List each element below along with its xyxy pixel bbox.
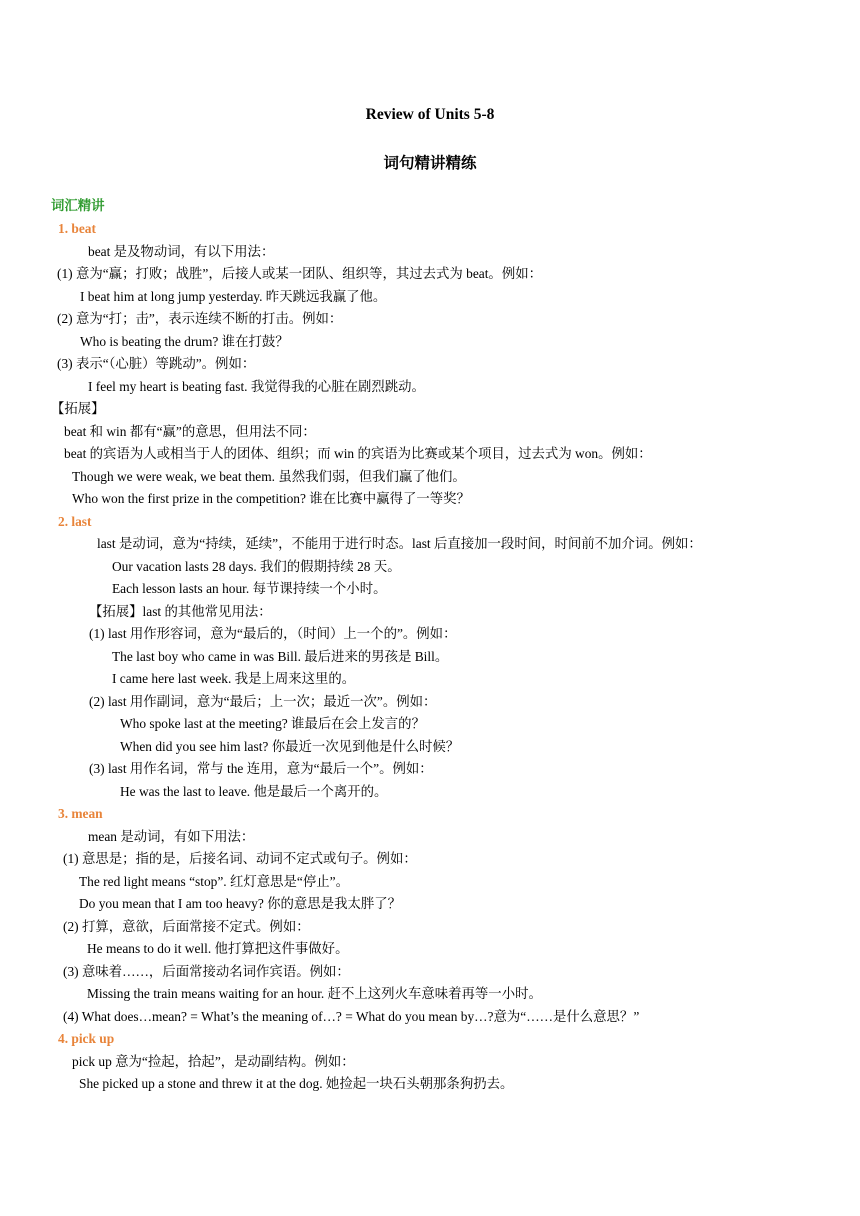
- entry-heading-beat: 1. beat: [58, 221, 96, 236]
- entry-heading-last: 2. last: [58, 514, 92, 529]
- text-line: (2) 意为“打；击”，表示连续不断的打击。例如：: [57, 311, 343, 326]
- text-line: last 是动词，意为“持续，延续”，不能用于进行时态。last 后直接加一段时间，时间前不加介词。例如：: [97, 536, 702, 551]
- example-line: The last boy who came in was Bill. 最后进来的男孩是 Bill。: [112, 649, 449, 664]
- example-line: He was the last to leave. 他是最后一个离开的。: [120, 784, 388, 799]
- example-line: Missing the train means waiting for an hour. 赶不上这列火车意味着再等一小时。: [87, 986, 542, 1001]
- example-line: Do you mean that I am too heavy? 你的意思是我太胖了？: [79, 896, 402, 911]
- text-line: (3) last 用作名词，常与 the 连用，意为“最后一个”。例如：: [89, 761, 433, 776]
- example-line: Who won the first prize in the competition? 谁在比赛中赢得了一等奖？: [72, 491, 470, 506]
- text-line: (3) 意味着……，后面常接动名词作宾语。例如：: [63, 964, 350, 979]
- example-line: I feel my heart is beating fast. 我觉得我的心脏在剧烈跳动。: [88, 379, 425, 394]
- extension-label: 【拓展】last 的其他常见用法：: [89, 604, 272, 619]
- text-line: (2) 打算，意欲，后面常接不定式。例如：: [63, 919, 310, 934]
- text-line: beat 和 win 都有“赢”的意思，但用法不同：: [64, 424, 316, 439]
- text-line: beat 的宾语为人或相当于人的团体、组织；而 win 的宾语为比赛或某个项目，过去式为 won。例如：: [64, 446, 652, 461]
- example-line: She picked up a stone and threw it at the dog. 她捡起一块石头朝那条狗扔去。: [79, 1076, 514, 1091]
- example-line: Each lesson lasts an hour. 每节课持续一个小时。: [112, 581, 387, 596]
- extension-label: 【拓展】: [51, 401, 105, 416]
- text-line: (1) last 用作形容词，意为“最后的，（时间）上一个的”。例如：: [89, 626, 457, 641]
- text-line: (1) 意为“赢；打败；战胜”，后接人或某一团队、组织等，其过去式为 beat。例如：: [57, 266, 542, 281]
- entry-heading-mean: 3. mean: [58, 806, 103, 821]
- example-line: Though we were weak, we beat them. 虽然我们弱，但我们赢了他们。: [72, 469, 466, 484]
- text-line: (4) What does…mean? = What’s the meaning of…? = What do you mean by…?意为“……是什么意思？”: [63, 1009, 640, 1024]
- text-line: pick up 意为“捡起，拾起”，是动副结构。例如：: [72, 1054, 355, 1069]
- example-line: Who spoke last at the meeting? 谁最后在会上发言的？: [120, 716, 425, 731]
- page-title: Review of Units 5-8: [365, 106, 495, 123]
- example-line: I came here last week. 我是上周来这里的。: [112, 671, 356, 686]
- entry-heading-pick-up: 4. pick up: [58, 1031, 115, 1046]
- example-line: I beat him at long jump yesterday. 昨天跳远我赢了他。: [80, 289, 387, 304]
- example-line: When did you see him last? 你最近一次见到他是什么时候？: [120, 739, 460, 754]
- page-subtitle: 词句精讲精练: [383, 155, 477, 172]
- example-line: Our vacation lasts 28 days. 我们的假期持续 28 天。: [112, 559, 401, 574]
- example-line: The red light means “stop”. 红灯意思是“停止”。: [79, 874, 349, 889]
- text-line: (2) last 用作副词，意为“最后；上一次；最近一次”。例如：: [89, 694, 437, 709]
- text-line: mean 是动词，有如下用法：: [88, 829, 255, 844]
- text-line: (1) 意思是；指的是，后接名词、动词不定式或句子。例如：: [63, 851, 417, 866]
- section-heading: 词汇精讲: [51, 198, 105, 213]
- example-line: Who is beating the drum? 谁在打鼓？: [80, 334, 289, 349]
- text-line: (3) 表示“（心脏）等跳动”。例如：: [57, 356, 256, 371]
- text-line: beat 是及物动词，有以下用法：: [88, 244, 275, 259]
- example-line: He means to do it well. 他打算把这件事做好。: [87, 941, 349, 956]
